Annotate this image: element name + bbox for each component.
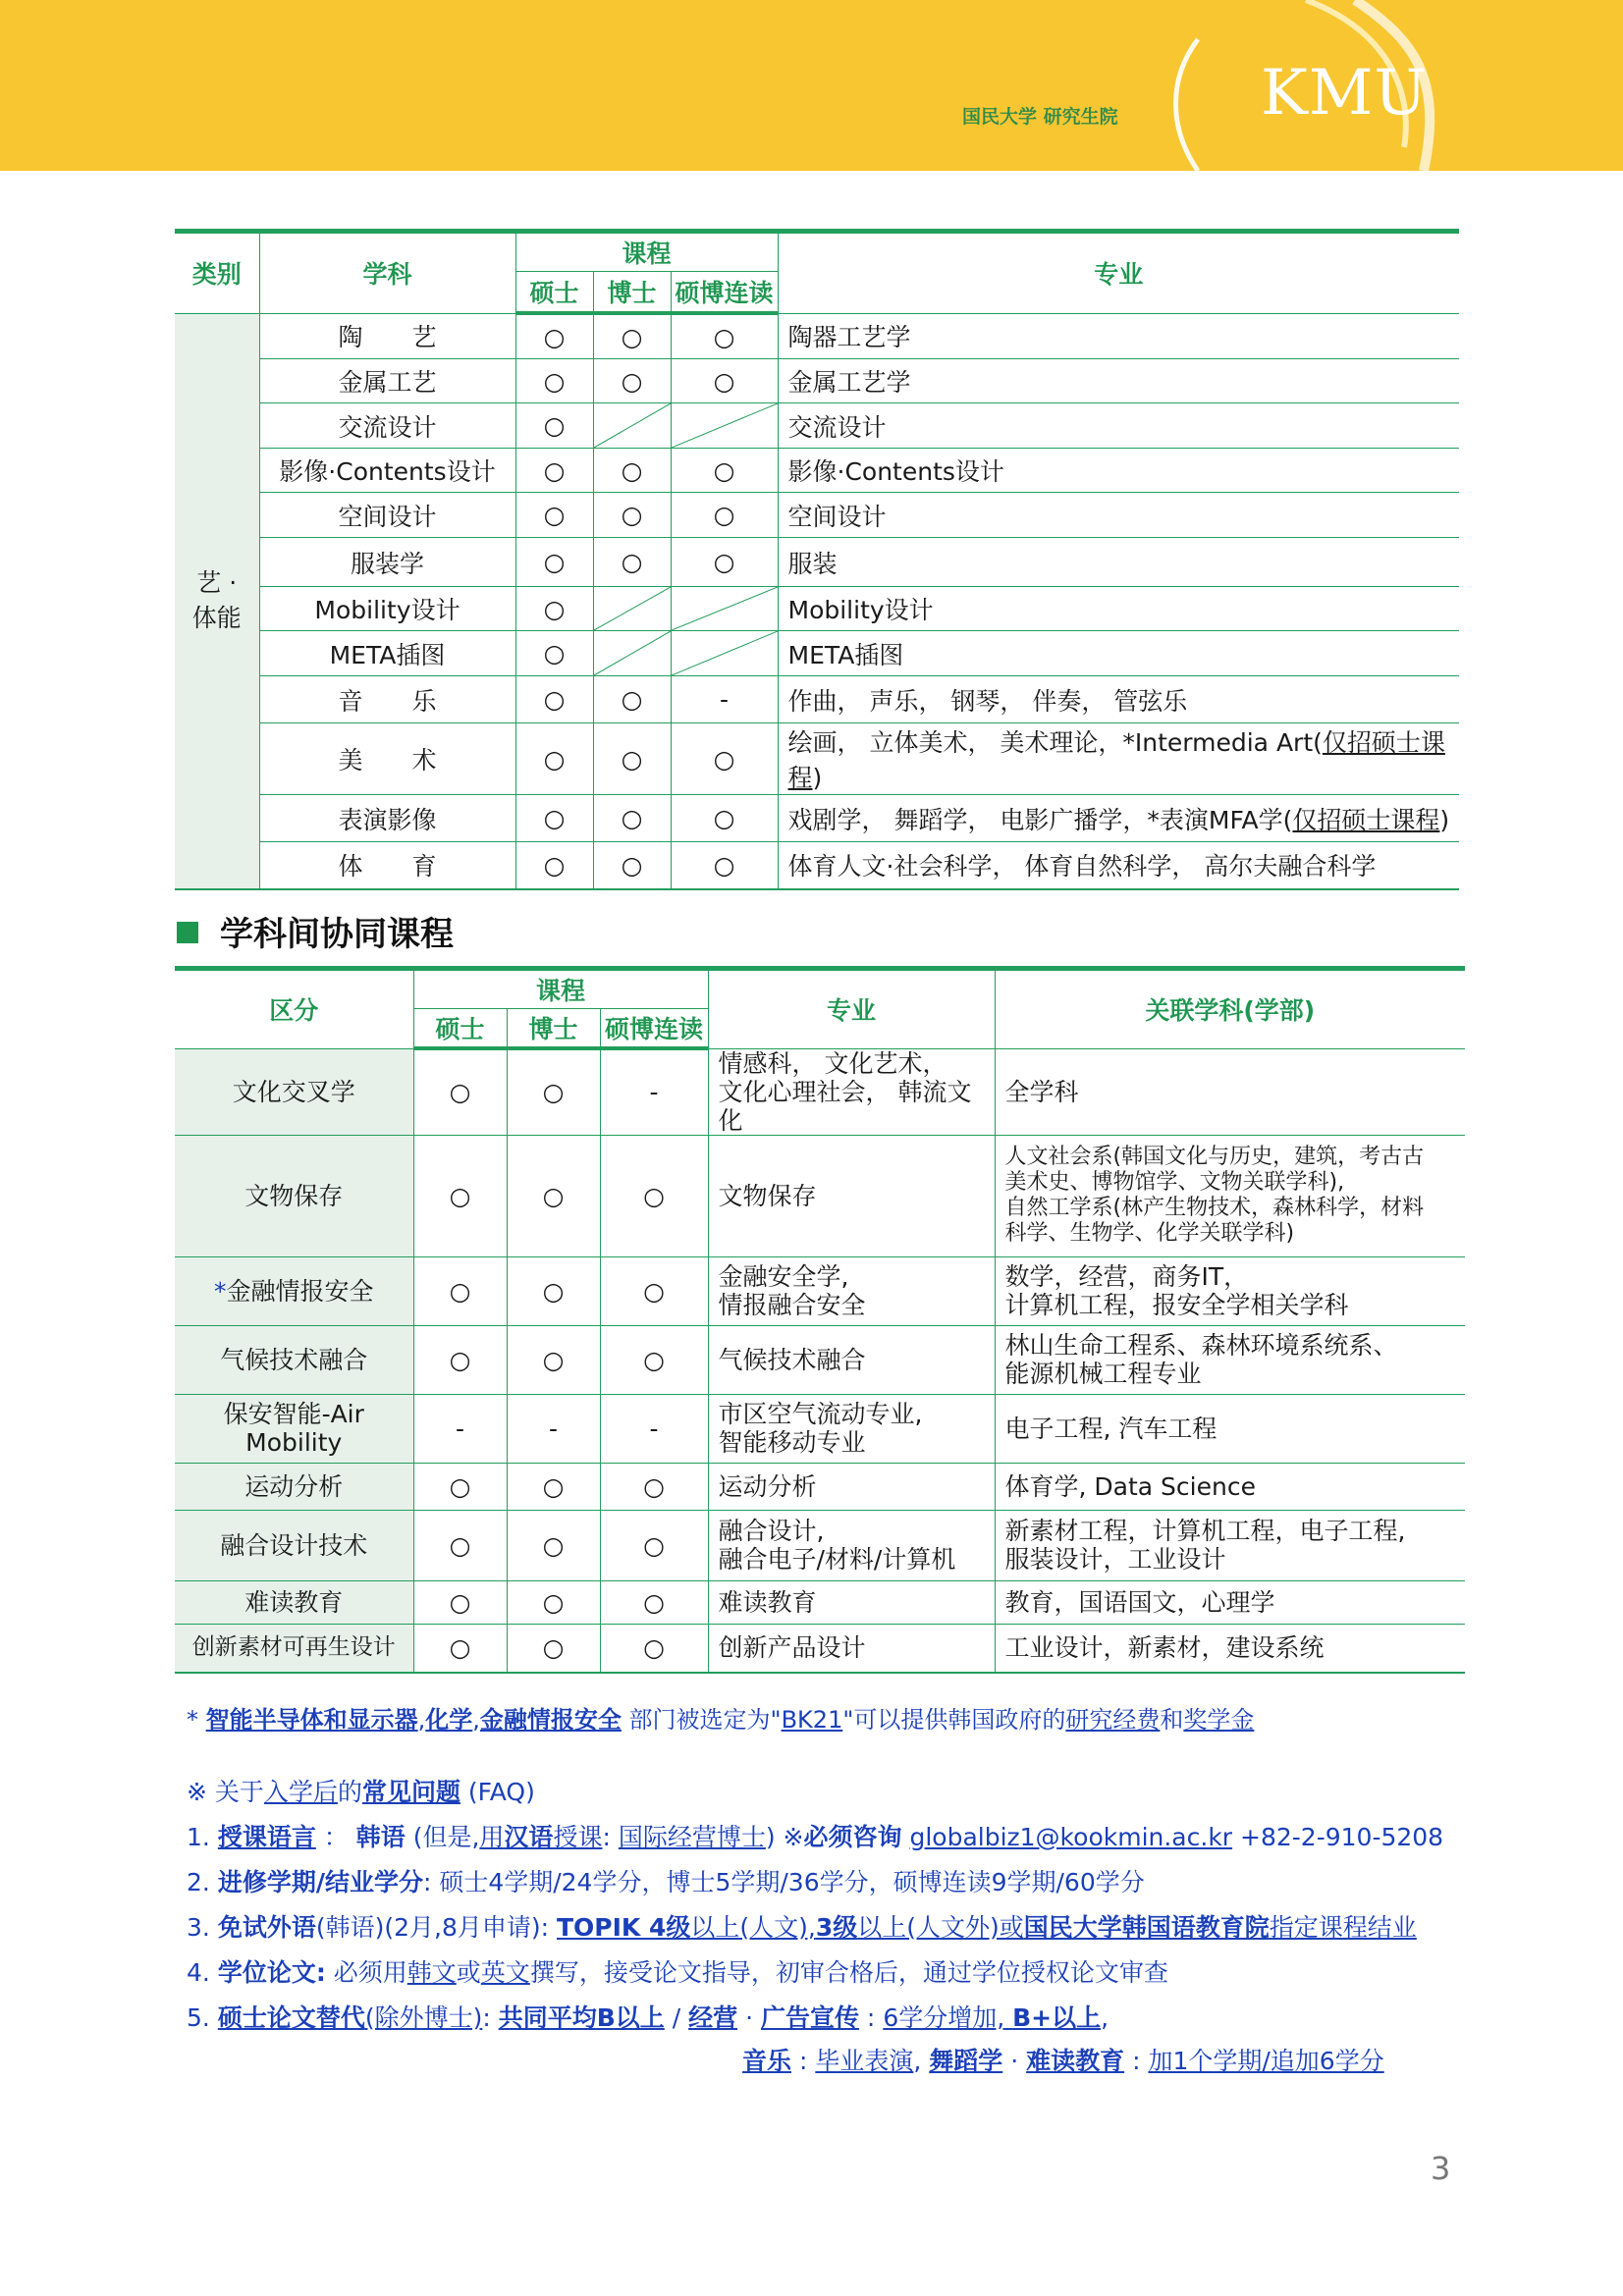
doctor-cell: ○ xyxy=(593,449,671,493)
bk21-part: 部门被选定为" xyxy=(621,1706,782,1734)
major-cell: 难读教育 xyxy=(708,1580,995,1624)
faq-text: B+以上 xyxy=(1012,2003,1102,2032)
faq-title-part: 关于 xyxy=(214,1778,264,1806)
faq-text: : xyxy=(791,2047,816,2075)
doctor-cell: ○ xyxy=(507,1510,600,1580)
combined-cell: ○ xyxy=(671,795,778,842)
doctor-cell: ○ xyxy=(507,1048,600,1135)
combined-cell: ○ xyxy=(671,493,778,538)
division-cell: 运动分析 xyxy=(175,1463,413,1510)
faq-text: 以上(人文), xyxy=(690,1913,816,1942)
faq-text: (但是, xyxy=(405,1823,480,1851)
faq-text: : xyxy=(858,2003,884,2032)
master-cell: ○ xyxy=(515,449,593,493)
faq-number: 4. xyxy=(187,1958,218,1987)
master-cell: ○ xyxy=(515,403,593,449)
faq-text: 广告宣传 xyxy=(760,2003,859,2032)
table-row xyxy=(175,587,1459,631)
faq-text: 进修学期/结业学分 xyxy=(217,1868,423,1896)
master-cell: - xyxy=(413,1394,507,1463)
major-cell: 空间设计 xyxy=(778,493,1459,538)
not-offered-slash xyxy=(594,631,671,675)
combined-cell: ○ xyxy=(600,1510,708,1580)
combined-cell: ○ xyxy=(600,1325,708,1394)
table-row xyxy=(175,538,1459,587)
faq-title-part: (FAQ) xyxy=(460,1778,535,1806)
related-cell: 人文社会系(韩国文化与历史，建筑，考古古 美术史、博物馆学、文物关联学科), 自然工学系(林产生物技术，森林科学，材料 科学、生物学、化学关联学科) xyxy=(995,1135,1465,1256)
bk21-note xyxy=(187,1700,1254,1735)
doctor-cell: - xyxy=(507,1394,600,1463)
doctor-cell: ○ xyxy=(507,1624,600,1673)
subject-cell: Mobility设计 xyxy=(259,587,515,631)
interdisciplinary-table xyxy=(175,966,1465,1674)
combined-cell: ○ xyxy=(600,1256,708,1325)
faq-text: 国民大学韩国语教育院 xyxy=(1023,1913,1270,1942)
major-cell: 创新产品设计 xyxy=(708,1624,995,1673)
table-row xyxy=(175,1510,1465,1580)
table-row xyxy=(175,449,1459,493)
master-cell: ○ xyxy=(413,1325,507,1394)
page-number: 3 xyxy=(1431,2150,1451,2187)
faq-text: : 硕士4学期/24学分，博士5学期/36学分，硕博连读9学期/60学分 xyxy=(422,1868,1145,1896)
division-cell: 文物保存 xyxy=(175,1135,413,1256)
arts-sports-table xyxy=(175,229,1459,890)
related-cell: 教育，国语国文，心理学 xyxy=(995,1580,1465,1624)
subject-cell: 音 乐 xyxy=(259,676,515,723)
master-cell: ○ xyxy=(515,795,593,842)
bk21-part: BK21 xyxy=(781,1706,843,1734)
faq-text: 授课 xyxy=(553,1823,603,1851)
master-cell: ○ xyxy=(413,1624,507,1673)
header-doctor: 博士 xyxy=(593,272,671,314)
doctor-cell: ○ xyxy=(507,1135,600,1256)
subject-cell: 交流设计 xyxy=(259,403,515,449)
faq-text: 韩文 xyxy=(406,1958,457,1987)
major-cell: 陶器工艺学 xyxy=(778,313,1459,359)
related-cell: 工业设计，新素材，建设系统 xyxy=(995,1624,1465,1673)
faq-text: , xyxy=(913,2047,930,2075)
major-cell: 金属工艺学 xyxy=(778,359,1459,403)
major-cell: 市区空气流动专业, 智能移动专业 xyxy=(708,1394,995,1463)
doctor-cell: ○ xyxy=(593,313,671,359)
combined-cell: - xyxy=(600,1394,708,1463)
division-cell: *金融情报安全 xyxy=(175,1256,413,1325)
doctor-cell xyxy=(593,631,671,676)
doctor-cell xyxy=(593,403,671,449)
header-master: 硕士 xyxy=(413,1009,507,1049)
doctor-cell: ○ xyxy=(593,493,671,538)
faq-text: , xyxy=(1101,2003,1109,2032)
bk21-part: , xyxy=(417,1706,426,1734)
related-cell: 电子工程, 汽车工程 xyxy=(995,1394,1465,1463)
header-master: 硕士 xyxy=(515,272,593,314)
faq-text: 加1个学期/追加6学分 xyxy=(1148,2047,1384,2075)
masters-only-link: 仅招硕士课程 xyxy=(1292,805,1440,834)
faq-text: / xyxy=(664,2003,689,2032)
bk21-part: 研究经费 xyxy=(1065,1706,1161,1734)
subject-cell: 表演影像 xyxy=(259,795,515,842)
faq-text: · xyxy=(737,2003,761,2032)
subject-cell: 陶 艺 xyxy=(259,313,515,359)
faq-text: 免试外语 xyxy=(217,1913,316,1942)
table-row xyxy=(175,842,1459,889)
table-row xyxy=(175,1580,1465,1624)
doctor-cell: ○ xyxy=(593,842,671,889)
major-cell: 金融安全学, 情报融合安全 xyxy=(708,1256,995,1325)
not-offered-slash xyxy=(672,587,778,630)
major-cell: 交流设计 xyxy=(778,403,1459,449)
faq-text: +82-2-910-5208 xyxy=(1232,1823,1444,1851)
table-row xyxy=(175,1135,1465,1256)
table-row xyxy=(175,313,1459,359)
header-major: 专业 xyxy=(708,969,995,1049)
faq-item xyxy=(187,1818,1443,1853)
faq-text: 音乐 xyxy=(742,2047,792,2075)
related-cell: 体育学, Data Science xyxy=(995,1463,1465,1510)
subject-cell: 体 育 xyxy=(259,842,515,889)
faq-text: TOPIK 4级 xyxy=(556,1913,691,1942)
table-row xyxy=(175,795,1459,842)
university-name: 国民大学 研究生院 xyxy=(962,106,1118,128)
bk21-part: , xyxy=(472,1706,480,1734)
doctor-cell: ○ xyxy=(593,676,671,723)
faq-number: 3. xyxy=(187,1913,218,1942)
doctor-cell: ○ xyxy=(593,359,671,403)
faq-text: 用 xyxy=(479,1823,505,1851)
category-cell xyxy=(175,313,259,889)
section-heading: 学科间协同课程 xyxy=(177,907,454,955)
table-row xyxy=(175,1048,1465,1135)
table-row xyxy=(175,1624,1465,1673)
faq-text: 国际经营博士 xyxy=(618,1823,766,1851)
combined-cell: ○ xyxy=(600,1624,708,1673)
faq-text: 英文 xyxy=(480,1958,530,1987)
faq-text: 指定课程结业 xyxy=(1269,1913,1417,1942)
doctor-cell: ○ xyxy=(593,795,671,842)
subject-cell: META插图 xyxy=(259,631,515,676)
master-cell: ○ xyxy=(515,631,593,676)
header-subject: 学科 xyxy=(259,232,515,314)
faq-number: 2. xyxy=(187,1868,218,1896)
combined-cell: - xyxy=(600,1048,708,1135)
related-cell: 新素材工程，计算机工程，电子工程, 服装设计，工业设计 xyxy=(995,1510,1465,1580)
division-cell: 文化交叉学 xyxy=(175,1048,413,1135)
bk21-part: * xyxy=(187,1706,206,1734)
combined-cell: ○ xyxy=(671,842,778,889)
major-cell: 文物保存 xyxy=(708,1135,995,1256)
doctor-cell xyxy=(593,587,671,631)
faq-text: 授课语言 xyxy=(217,1823,316,1851)
faq-item xyxy=(187,1908,1417,1944)
subject-cell: 影像·Contents设计 xyxy=(259,449,515,493)
faq-text: 毕业表演 xyxy=(815,2047,914,2075)
master-cell: ○ xyxy=(413,1135,507,1256)
combined-cell: ○ xyxy=(600,1580,708,1624)
category-label-2: 体能 xyxy=(191,604,242,632)
bk21-part: "可以提供韩国政府的 xyxy=(842,1706,1066,1734)
major-cell: 气候技术融合 xyxy=(708,1325,995,1394)
faq-text: 韩语 xyxy=(355,1823,406,1851)
faq-title-part: 的 xyxy=(337,1778,362,1806)
header-combined: 硕博连读 xyxy=(671,272,778,314)
major-cell: 作曲， 声乐， 钢琴， 伴奏， 管弦乐 xyxy=(778,676,1459,723)
combined-cell xyxy=(671,403,778,449)
table-row xyxy=(175,631,1459,676)
faq-text: 硕士论文替代 xyxy=(217,2003,365,2032)
faq-text: 撰写，接受论文指导，初审合格后，通过学位授权论文审查 xyxy=(529,1958,1168,1987)
faq-item xyxy=(187,1953,1168,1989)
bk21-part: 智能半导体和显示器 xyxy=(205,1706,418,1734)
not-offered-slash xyxy=(672,631,778,675)
subject-cell: 服装学 xyxy=(259,538,515,587)
faq-item-5-continued xyxy=(742,2042,1384,2077)
master-cell: ○ xyxy=(413,1510,507,1580)
faq-text: 经营 xyxy=(688,2003,738,2032)
faq-text: 3级 xyxy=(815,1913,858,1942)
table-row xyxy=(175,493,1459,538)
faq-text: 难读教育 xyxy=(1026,2047,1125,2075)
masters-only-link: 仅招硕士课程 xyxy=(787,728,1445,792)
doctor-cell: ○ xyxy=(507,1463,600,1510)
faq-text: 舞蹈学 xyxy=(929,2047,1003,2075)
table-row xyxy=(175,723,1459,795)
header-category: 类别 xyxy=(191,260,242,290)
master-cell: ○ xyxy=(515,538,593,587)
category-label: 艺 · xyxy=(196,568,238,597)
not-offered-slash xyxy=(594,403,671,448)
faq-text: 或 xyxy=(456,1958,481,1987)
faq-text: ： xyxy=(315,1823,356,1851)
faq-text: 必须咨询 xyxy=(803,1823,902,1851)
major-cell: 绘画， 立体美术， 美术理论，*Intermedia Art(仅招硕士课程) xyxy=(778,723,1459,795)
kmu-logo: KMU xyxy=(1261,57,1429,130)
asterisk-mark: * xyxy=(213,1276,227,1306)
faq-text: 汉语 xyxy=(504,1823,554,1851)
combined-cell: ○ xyxy=(671,359,778,403)
faq-number: 1. xyxy=(187,1823,218,1851)
header-doctor: 博士 xyxy=(507,1009,600,1049)
master-cell: ○ xyxy=(515,676,593,723)
faq-title xyxy=(187,1773,535,1808)
header-program: 课程 xyxy=(413,969,708,1009)
faq-text: : xyxy=(482,2003,499,2032)
faq-text: 学位论文: xyxy=(217,1958,326,1987)
bk21-part: 和 xyxy=(1160,1706,1184,1734)
faq-text: : xyxy=(1124,2047,1149,2075)
combined-cell: ○ xyxy=(671,538,778,587)
faq-text: : xyxy=(602,1823,619,1851)
major-cell: 融合设计, 融合电子/材料/计算机 xyxy=(708,1510,995,1580)
major-cell: 影像·Contents设计 xyxy=(778,449,1459,493)
header-combined: 硕博连读 xyxy=(600,1009,708,1049)
combined-cell xyxy=(671,631,778,676)
doctor-cell: ○ xyxy=(507,1580,600,1624)
faq-text: 共同平均B以上 xyxy=(498,2003,665,2032)
table-row xyxy=(175,1325,1465,1394)
combined-cell: ○ xyxy=(671,449,778,493)
combined-cell: ○ xyxy=(671,723,778,795)
header-band xyxy=(0,0,1623,171)
faq-text: (韩语)(2月,8月申请): xyxy=(315,1913,557,1942)
master-cell: ○ xyxy=(515,723,593,795)
table-row xyxy=(175,676,1459,723)
master-cell: ○ xyxy=(413,1580,507,1624)
table-row xyxy=(175,359,1459,403)
faq-text: · xyxy=(1002,2047,1027,2075)
table-row xyxy=(175,403,1459,449)
faq-item xyxy=(187,1999,1109,2034)
faq-title-part: ※ xyxy=(187,1778,215,1806)
header-major: 专业 xyxy=(778,232,1459,314)
faq-text: (除外博士) xyxy=(364,2003,483,2032)
faq-number: 5. xyxy=(187,2003,218,2032)
header-related: 关联学科(学部) xyxy=(995,969,1465,1049)
major-cell: 戏剧学， 舞蹈学， 电影广播学，*表演MFA学(仅招硕士课程) xyxy=(778,795,1459,842)
table-row xyxy=(175,1463,1465,1510)
faq-text: 6学分增加, xyxy=(883,2003,1013,2032)
faq-title-part: 常见问题 xyxy=(361,1778,460,1806)
header-program: 课程 xyxy=(515,232,778,272)
not-offered-slash xyxy=(594,587,671,630)
master-cell: ○ xyxy=(413,1463,507,1510)
faq-text: 必须用 xyxy=(325,1958,407,1987)
table-row xyxy=(175,1256,1465,1325)
bk21-part: 金融情报安全 xyxy=(479,1706,622,1734)
combined-cell: ○ xyxy=(600,1463,708,1510)
faq-text: ) ※ xyxy=(765,1823,804,1851)
header-division: 区分 xyxy=(269,996,319,1026)
major-cell: Mobility设计 xyxy=(778,587,1459,631)
master-cell: ○ xyxy=(515,493,593,538)
related-cell: 数学，经营，商务IT， 计算机工程，报安全学相关学科 xyxy=(995,1256,1465,1325)
master-cell: ○ xyxy=(515,359,593,403)
combined-cell: - xyxy=(671,676,778,723)
major-cell: 体育人文·社会科学， 体育自然科学， 高尔夫融合科学 xyxy=(778,842,1459,889)
division-cell: 融合设计技术 xyxy=(175,1510,413,1580)
not-offered-slash xyxy=(672,403,778,448)
doctor-cell: ○ xyxy=(507,1256,600,1325)
faq-title-part: 入学后 xyxy=(263,1778,338,1806)
doctor-cell: ○ xyxy=(507,1325,600,1394)
doctor-cell: ○ xyxy=(593,723,671,795)
subject-cell: 金属工艺 xyxy=(259,359,515,403)
division-cell: 创新素材可再生设计 xyxy=(175,1624,413,1673)
combined-cell: ○ xyxy=(671,313,778,359)
master-cell: ○ xyxy=(515,313,593,359)
faq-text: 以上(人文外)或 xyxy=(857,1913,1024,1942)
major-cell: META插图 xyxy=(778,631,1459,676)
major-cell: 运动分析 xyxy=(708,1463,995,1510)
bk21-part: 奖学金 xyxy=(1183,1706,1255,1734)
master-cell: ○ xyxy=(515,842,593,889)
faq-text: globalbiz1@kookmin.ac.kr xyxy=(909,1823,1233,1851)
related-cell: 林山生命工程系、森林环境系统系、 能源机械工程专业 xyxy=(995,1325,1465,1394)
division-cell: 保安智能-Air Mobility xyxy=(175,1394,413,1463)
subject-cell: 美 术 xyxy=(259,723,515,795)
master-cell: ○ xyxy=(515,587,593,631)
combined-cell: ○ xyxy=(600,1135,708,1256)
faq-item xyxy=(187,1863,1145,1898)
doctor-cell: ○ xyxy=(593,538,671,587)
division-cell: 气候技术融合 xyxy=(175,1325,413,1394)
major-cell: 服装 xyxy=(778,538,1459,587)
table-row xyxy=(175,1394,1465,1463)
master-cell: ○ xyxy=(413,1048,507,1135)
master-cell: ○ xyxy=(413,1256,507,1325)
combined-cell xyxy=(671,587,778,631)
subject-cell: 空间设计 xyxy=(259,493,515,538)
division-cell: 难读教育 xyxy=(175,1580,413,1624)
bk21-part: 化学 xyxy=(425,1706,473,1734)
major-cell: 情感科， 文化艺术， 文化心理社会， 韩流文化 xyxy=(708,1048,995,1135)
related-cell: 全学科 xyxy=(995,1048,1465,1135)
square-bullet-icon xyxy=(177,922,198,943)
